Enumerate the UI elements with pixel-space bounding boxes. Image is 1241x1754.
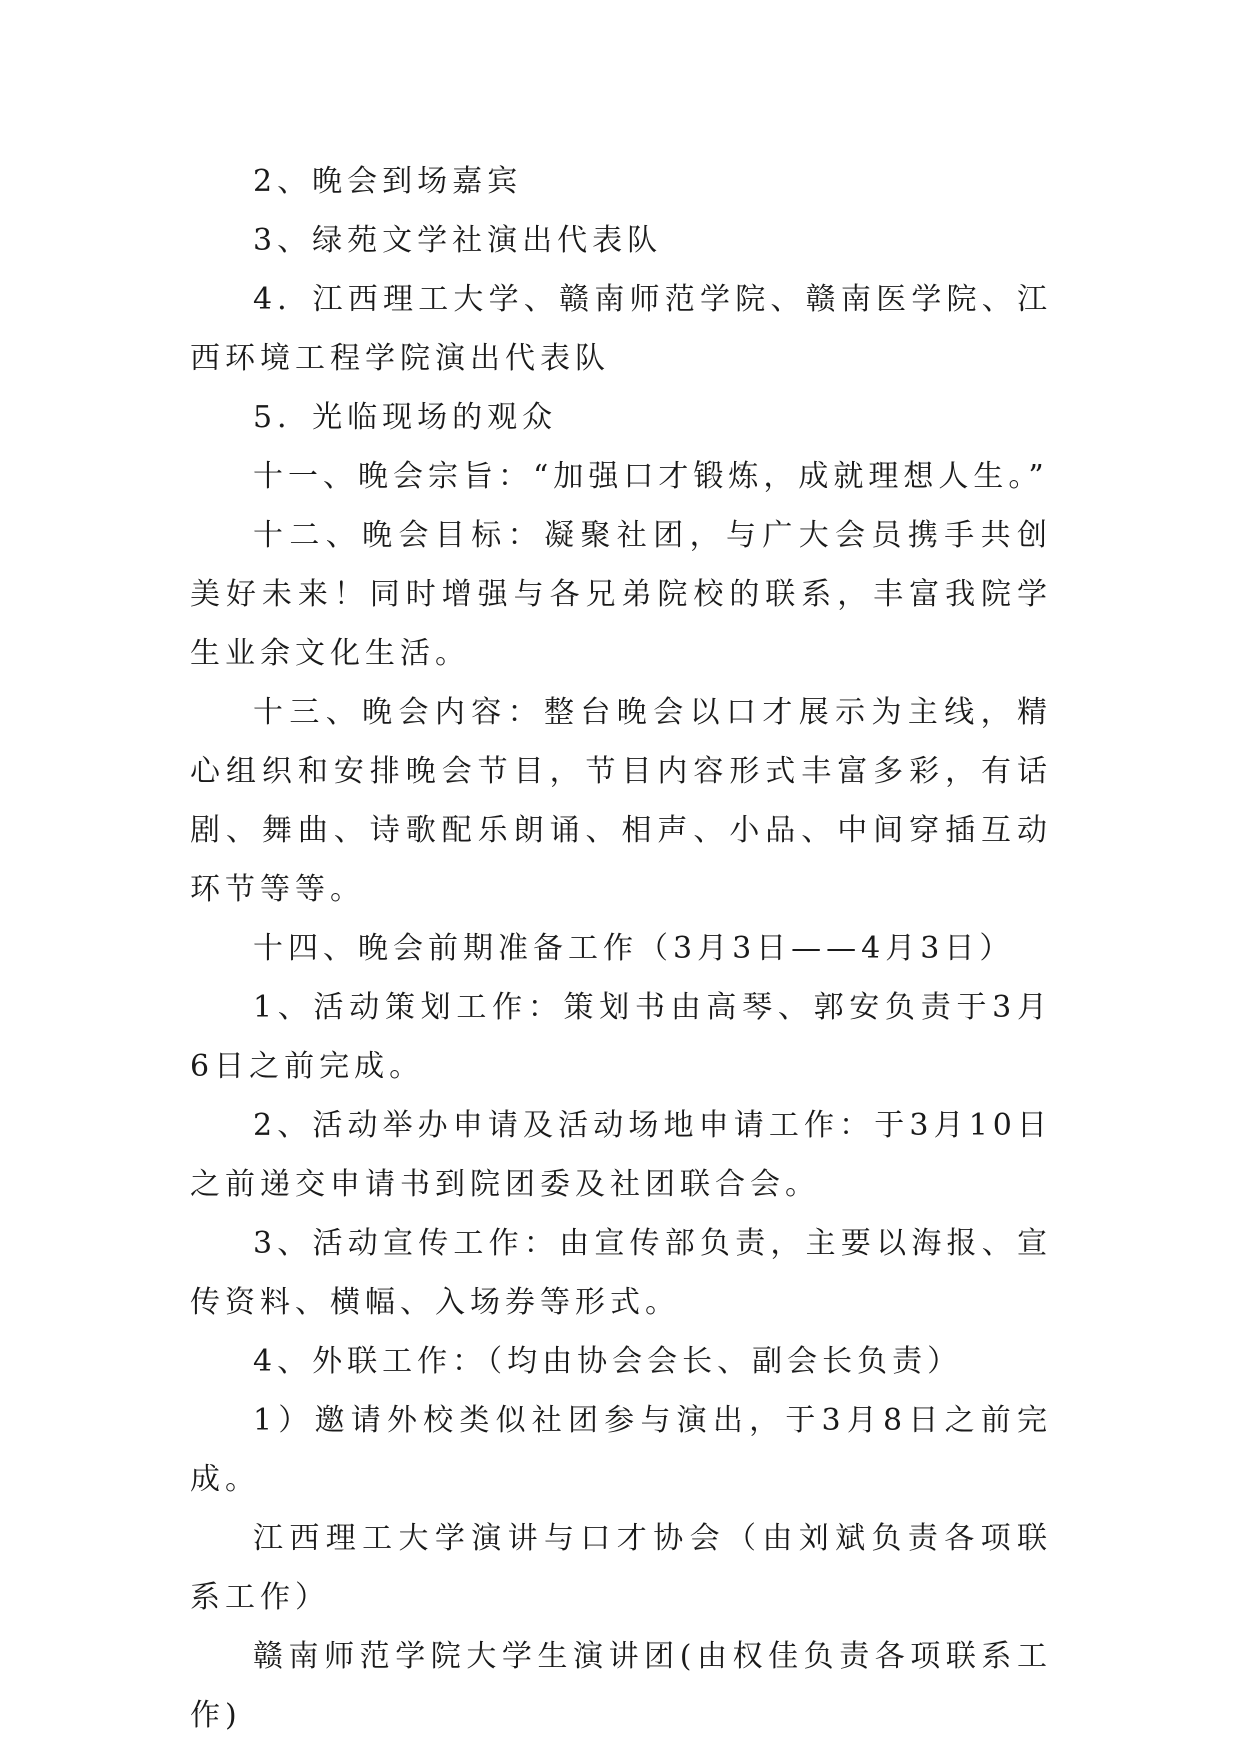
paragraph: 3、活动宣传工作：由宣传部负责，主要以海报、宣传资料、横幅、入场券等形式。 [190,1226,1052,1320]
paragraph: 十四、晚会前期准备工作（3月3日——4月3日） [253,931,1015,966]
paragraph: 十二、晚会目标：凝聚社团，与广大会员携手共创美好未来！同时增强与各兄弟院校的联系，丰富我院学生业余文化生活。 [190,518,1052,671]
paragraph: 2、晚会到场嘉宾 [253,164,523,199]
paragraph: 4．江西理工大学、赣南师范学院、赣南医学院、江西环境工程学院演出代表队 [190,282,1052,376]
paragraph: 5．光临现场的观众 [253,400,558,435]
paragraph: 3、绿苑文学社演出代表队 [253,223,663,258]
paragraph: 4、外联工作：（均由协会会长、副会长负责） [253,1344,963,1379]
paragraph: 江西理工大学演讲与口才协会（由刘斌负责各项联系工作） [190,1521,1052,1615]
paragraph: 1、活动策划工作：策划书由高琴、郭安负责于3月6日之前完成。 [190,990,1052,1084]
paragraph: 十三、晚会内容：整台晚会以口才展示为主线，精心组织和安排晚会节目，节目内容形式丰富多彩，有话剧、舞曲、诗歌配乐朗诵、相声、小品、中间穿插互动环节等等。 [190,695,1052,907]
paragraph: 2、活动举办申请及活动场地申请工作：于3月10日之前递交申请书到院团委及社团联合会。 [190,1108,1052,1202]
paragraph: 1）邀请外校类似社团参与演出，于3月8日之前完成。 [190,1403,1052,1497]
document-body [190,152,1052,1745]
paragraph: 赣南师范学院大学生演讲团(由权佳负责各项联系工作) [190,1639,1052,1733]
paragraph: 十一、晚会宗旨：“加强口才锻炼，成就理想人生。” [253,459,1049,494]
